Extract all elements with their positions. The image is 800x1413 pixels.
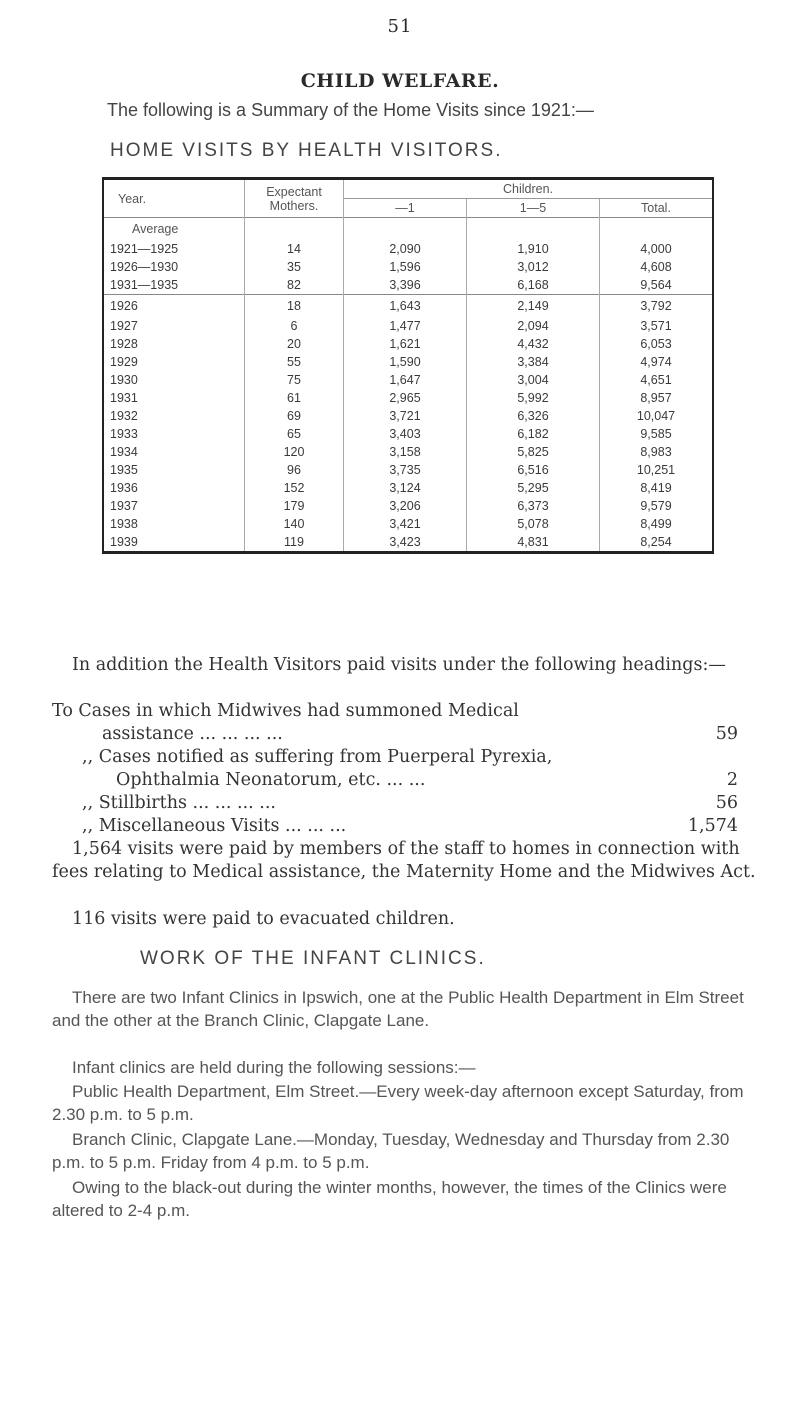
home-visits-heading: HOME VISITS BY HEALTH VISITORS.: [110, 140, 503, 161]
row-under-1: 3,721: [344, 407, 467, 425]
table-row: [103, 353, 713, 371]
row-mothers: 75: [245, 371, 344, 389]
item-label: ,, Miscellaneous Visits ... ... ...: [82, 816, 347, 836]
row-total: 8,983: [600, 443, 714, 461]
row-year: 1939: [110, 535, 138, 549]
table-row: [103, 389, 713, 407]
row-mothers: 140: [245, 515, 344, 533]
row-1-to-5: 6,182: [467, 425, 600, 443]
table-row: [103, 335, 713, 353]
table-row: [103, 240, 713, 258]
row-1-to-5: 5,992: [467, 389, 600, 407]
additional-visits-list: [52, 700, 752, 838]
row-year: 1931: [110, 391, 138, 405]
table-row: [103, 276, 713, 295]
row-year: 1926: [103, 295, 245, 318]
row-total: 3,571: [600, 317, 714, 335]
list-item: [52, 746, 752, 769]
header-year: Year.: [118, 191, 147, 206]
row-total: 6,053: [600, 335, 714, 353]
row-under-1: 3,735: [344, 461, 467, 479]
header-children: Children.: [344, 179, 714, 199]
row-year: 1938: [110, 517, 138, 531]
row-year: 1927: [110, 319, 138, 333]
row-under-1: 3,421: [344, 515, 467, 533]
row-under-1: 3,124: [344, 479, 467, 497]
row-total: 4,608: [600, 258, 714, 276]
item-value: 59: [715, 724, 738, 744]
public-health-sessions: Public Health Department, Elm Street.—Every week-day afternoon except Saturday, from 2.30 p.m. to 5 p.m.: [52, 1082, 744, 1124]
item-value: 1,574: [687, 816, 738, 836]
row-1-to-5: 1,910: [467, 240, 600, 258]
header-1-to-5: 1—5: [467, 199, 600, 218]
row-mothers: 55: [245, 353, 344, 371]
item-label: To Cases in which Midwives had summoned Medical: [52, 701, 519, 721]
table-row: [103, 371, 713, 389]
two-clinics-paragraph: There are two Infant Clinics in Ipswich, one at the Public Health Department in Elm Street and the other at the Branch Clinic, Clapgate Lane.: [52, 988, 744, 1030]
row-mothers: 69: [245, 407, 344, 425]
row-under-1: 3,396: [344, 276, 467, 295]
header-expectant-mothers: Expectant Mothers.: [245, 179, 344, 218]
row-1-to-5: 6,326: [467, 407, 600, 425]
row-1-to-5: 3,004: [467, 371, 600, 389]
page-number: 51: [387, 16, 413, 37]
row-mothers: 61: [245, 389, 344, 407]
row-under-1: 1,590: [344, 353, 467, 371]
row-under-1: 3,403: [344, 425, 467, 443]
row-year: 1928: [110, 337, 138, 351]
list-item: [52, 769, 752, 792]
list-item: [52, 815, 752, 838]
row-mothers: 14: [245, 240, 344, 258]
table-row: [103, 533, 713, 553]
row-1-to-5: 6,373: [467, 497, 600, 515]
row-1-to-5: 3,012: [467, 258, 600, 276]
row-under-1: 2,090: [344, 240, 467, 258]
table-row: [103, 443, 713, 461]
row-total: 8,957: [600, 389, 714, 407]
row-year: 1929: [110, 355, 138, 369]
item-value: 56: [715, 793, 738, 813]
page-title: CHILD WELFARE.: [300, 70, 500, 92]
sessions-paragraph: Infant clinics are held during the following sessions:—: [72, 1058, 476, 1077]
row-mothers: 179: [245, 497, 344, 515]
row-mothers: 119: [245, 533, 344, 553]
additional-visits-intro: In addition the Health Visitors paid visits under the following headings:—: [72, 655, 726, 675]
list-item: [52, 792, 752, 815]
row-total: 9,579: [600, 497, 714, 515]
table-row: [103, 461, 713, 479]
row-year: 1934: [110, 445, 138, 459]
header-under-1: —1: [344, 199, 467, 218]
table-row: [103, 479, 713, 497]
row-mothers: 152: [245, 479, 344, 497]
infant-clinics-heading: WORK OF THE INFANT CLINICS.: [140, 948, 486, 969]
row-year: 1935: [110, 463, 138, 477]
row-under-1: 1,621: [344, 335, 467, 353]
home-visits-table: [102, 177, 714, 554]
row-total: 10,251: [600, 461, 714, 479]
row-year: 1936: [110, 481, 138, 495]
item-label: Ophthalmia Neonatorum, etc. ... ...: [116, 770, 426, 790]
row-total: 9,564: [600, 276, 714, 295]
blackout-paragraph: Owing to the black-out during the winter months, however, the times of the Clinics were altered to 2-4 p.m.: [52, 1178, 727, 1220]
row-year: 1930: [110, 373, 138, 387]
evacuated-paragraph: 116 visits were paid to evacuated children.: [72, 909, 455, 929]
table-row: [103, 515, 713, 533]
row-total: 4,000: [600, 240, 714, 258]
row-1-to-5: 5,825: [467, 443, 600, 461]
row-1-to-5: 6,168: [467, 276, 600, 295]
row-under-1: 2,965: [344, 389, 467, 407]
row-year: 1921—1925: [110, 242, 179, 256]
row-1-to-5: 6,516: [467, 461, 600, 479]
table-row: [103, 317, 713, 335]
row-total: 4,651: [600, 371, 714, 389]
row-mothers: 82: [245, 276, 344, 295]
row-year: 1933: [110, 427, 138, 441]
item-label: ,, Cases notified as suffering from Puerperal Pyrexia,: [82, 747, 553, 767]
row-mothers: 120: [245, 443, 344, 461]
row-total: 9,585: [600, 425, 714, 443]
row-1-to-5: 3,384: [467, 353, 600, 371]
branch-clinic-sessions: Branch Clinic, Clapgate Lane.—Monday, Tuesday, Wednesday and Thursday from 2.30 p.m. to 5 p.m. Friday from 4 p.m. to 5 p.m.: [52, 1130, 730, 1172]
header-total: Total.: [600, 199, 714, 218]
row-mothers: 20: [245, 335, 344, 353]
row-under-1: 3,158: [344, 443, 467, 461]
row-under-1: 1,477: [344, 317, 467, 335]
row-1-to-5: 4,432: [467, 335, 600, 353]
row-1-to-5: 5,078: [467, 515, 600, 533]
intro-text: The following is a Summary of the Home Visits since 1921:—: [107, 100, 594, 120]
average-label: Average: [103, 218, 245, 241]
item-value: 2: [726, 770, 738, 790]
table-row: [103, 497, 713, 515]
row-year: 1931—1935: [110, 278, 179, 292]
table-row: [103, 258, 713, 276]
row-total: 8,499: [600, 515, 714, 533]
list-item: [52, 700, 752, 723]
list-item: [52, 723, 752, 746]
row-total: 3,792: [600, 295, 714, 318]
row-mothers: 65: [245, 425, 344, 443]
row-1-to-5: 2,094: [467, 317, 600, 335]
table-row: [103, 407, 713, 425]
row-under-1: 3,206: [344, 497, 467, 515]
row-total: 8,254: [600, 533, 714, 553]
row-under-1: 3,423: [344, 533, 467, 553]
row-under-1: 1,596: [344, 258, 467, 276]
row-total: 8,419: [600, 479, 714, 497]
row-year: 1932: [110, 409, 138, 423]
fees-paragraph: 1,564 visits were paid by members of the staff to homes in connection with fees relating to Medical assistance, the Maternity Home and the Midwives Act.: [52, 839, 756, 882]
row-under-1: 1,643: [344, 295, 467, 318]
table-row: [103, 295, 713, 318]
row-year: 1937: [110, 499, 138, 513]
row-1-to-5: 2,149: [467, 295, 600, 318]
row-1-to-5: 4,831: [467, 533, 600, 553]
row-total: 10,047: [600, 407, 714, 425]
item-label: ,, Stillbirths ... ... ... ...: [82, 793, 276, 813]
row-mothers: 35: [245, 258, 344, 276]
row-under-1: 1,647: [344, 371, 467, 389]
row-mothers: 96: [245, 461, 344, 479]
row-year: 1926—1930: [110, 260, 179, 274]
row-mothers: 6: [245, 317, 344, 335]
table-row: [103, 425, 713, 443]
item-label: assistance ... ... ... ...: [102, 724, 283, 744]
row-total: 4,974: [600, 353, 714, 371]
row-1-to-5: 5,295: [467, 479, 600, 497]
row-mothers: 18: [245, 295, 344, 318]
